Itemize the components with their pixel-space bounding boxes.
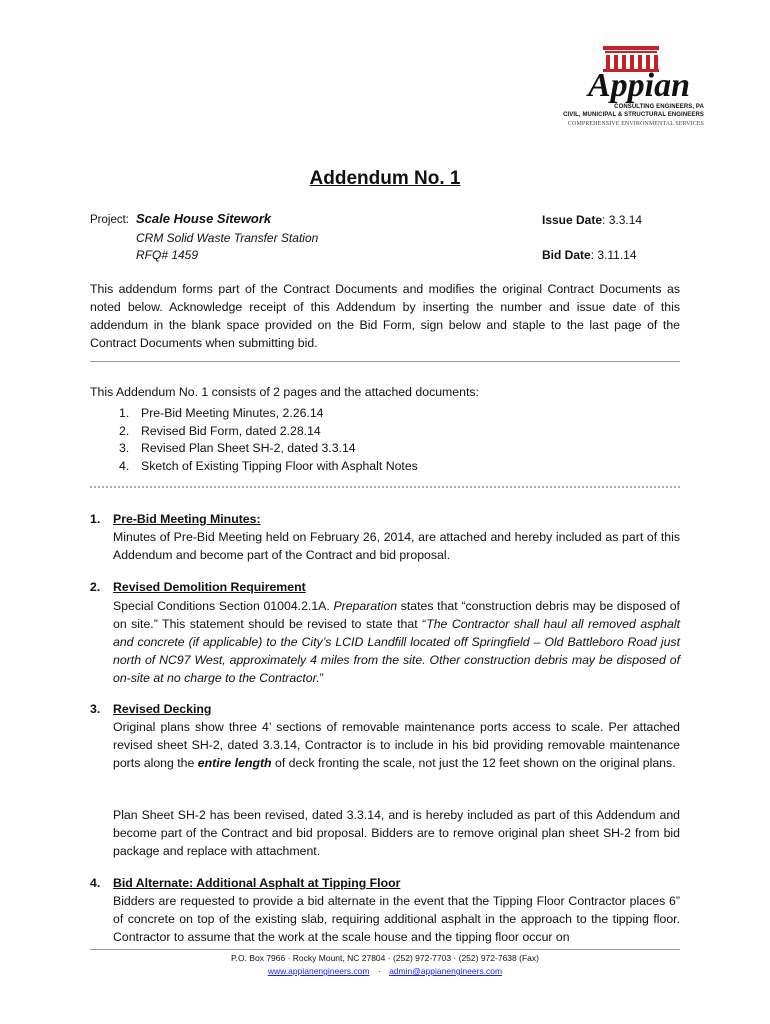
issue-date-label: Issue Date [542,213,603,227]
section-2-heading: Revised Demolition Requirement [113,580,306,594]
section-3-body [113,718,680,772]
section-4-body: Bidders are requested to provide a bid alternate in the event that the Tipping Floor Contractor places 6” of concrete on top of the existing slab, requiring additional asphalt in the approach to the tipping floor. Contractor to assume that the work at the scale house and the tipping floor occur on [113,894,680,944]
list-text: Revised Plan Sheet SH-2, dated 3.3.14 [141,441,356,455]
footer-links [0,966,770,976]
section-1-body: Minutes of Pre-Bid Meeting held on February 26, 2014, are attached and hereby included as part of this Addendum and become part of the Contract and bid proposal. [113,530,680,562]
footer-address: P.O. Box 7966 · Rocky Mount, NC 27804 · (252) 972-7703 · (252) 972-7638 (Fax) [231,953,539,963]
page-title: Addendum No. 1 [309,168,461,189]
section-2-text: ” [319,671,324,685]
logo-tagline-2: CIVIL, MUNICIPAL & STRUCTURAL ENGINEERS [563,112,704,118]
list-number: 3. [119,441,130,455]
list-number: 2. [119,423,130,438]
list-number: 4. [119,458,130,473]
email-link[interactable]: admin@appianengineers.com [389,966,503,976]
list-text: Pre-Bid Meeting Minutes, 2.26.14 [141,406,324,420]
logo-wordmark: Appian [588,67,691,104]
contents-statement: This Addendum No. 1 consists of 2 pages and the attached documents: [90,385,479,399]
logo-tagline-3: COMPREHENSIVE ENVIRONMENTAL SERVICES [567,121,704,127]
footer-divider [90,949,680,950]
list-number: 1. [119,406,130,420]
list-item [119,405,418,423]
section-3-emphasis: entire length [197,756,272,770]
bid-date-label: Bid Date [542,248,591,262]
section-2-body [113,597,680,687]
section-3-number: 3. [90,702,101,716]
project-facility: CRM Solid Waste Transfer Station [136,231,319,245]
attached-documents-list [119,405,418,475]
issue-date [542,213,642,227]
bid-date-value: : 3.11.14 [590,248,637,262]
section-2-text: Special Conditions Section 01004.2.1A. [113,599,334,613]
list-item [119,440,418,458]
project-label: Project: [90,214,129,226]
list-text: Sketch of Existing Tipping Floor with Asphalt Notes [141,458,418,473]
list-text: Revised Bid Form, dated 2.28.14 [141,423,321,438]
footer-separator: · [377,966,381,976]
section-2-text: states that “construction debris may be disposed of on site.” This statement should be revised to state that “ [113,599,680,631]
section-1-number: 1. [90,512,101,526]
intro-paragraph: This addendum forms part of the Contract Documents and modifies the original Contract Documents as noted below. Acknowledge receipt of this Addendum by inserting the number and issue date of this addendum in the blank space provided on the Bid Form, sign below and staple to the last page of the Contract Documents when submitting bid. [90,282,680,350]
website-link[interactable]: www.appianengineers.com [267,966,370,976]
issue-date-value: : 3.3.14 [602,213,643,227]
list-item [119,423,418,441]
section-4-number: 4. [90,876,101,890]
logo-tagline-1: CONSULTING ENGINEERS, PA [614,104,704,110]
section-3-heading: Revised Decking [113,702,212,716]
bid-date [542,248,637,262]
dotted-divider [90,486,680,488]
section-2-quote: The Contractor shall haul all removed asphalt and concrete (if applicable) to the City’s LCID Landfill located off Springfield – Old Battleboro Road just north of NC97 West, approximately 4 miles from the site. Other construction debris may be disposed of on-site at no charge to the Contractor. [113,617,680,685]
project-rfq: RFQ# 1459 [136,248,199,262]
section-3-body-2: Plan Sheet SH-2 has been revised, dated 3.3.14, and is hereby included as part of this Addendum and become part of the Contract and bid proposal. Bidders are to remove original plan sheet SH-2 from bid package and replace with attachment. [113,808,680,858]
section-2-number: 2. [90,580,101,594]
list-item [119,458,418,476]
section-1-heading: Pre-Bid Meeting Minutes: [113,512,261,526]
project-name: Scale House Sitework [136,211,272,226]
section-2-emphasis: Preparation [333,599,398,613]
divider [90,361,680,362]
section-3-text: of deck fronting the scale, not just the 12 feet shown on the original plans. [271,756,676,770]
section-4-heading: Bid Alternate: Additional Asphalt at Tipping Floor [113,876,401,890]
section-3-text: Original plans show three 4’ sections of removable maintenance ports access to scale. Per attached revised sheet SH-2, dated 3.3.14, Contractor is to include in his bid providing removable maintenance ports along the [113,720,680,770]
logo-columns-icon [548,44,708,104]
